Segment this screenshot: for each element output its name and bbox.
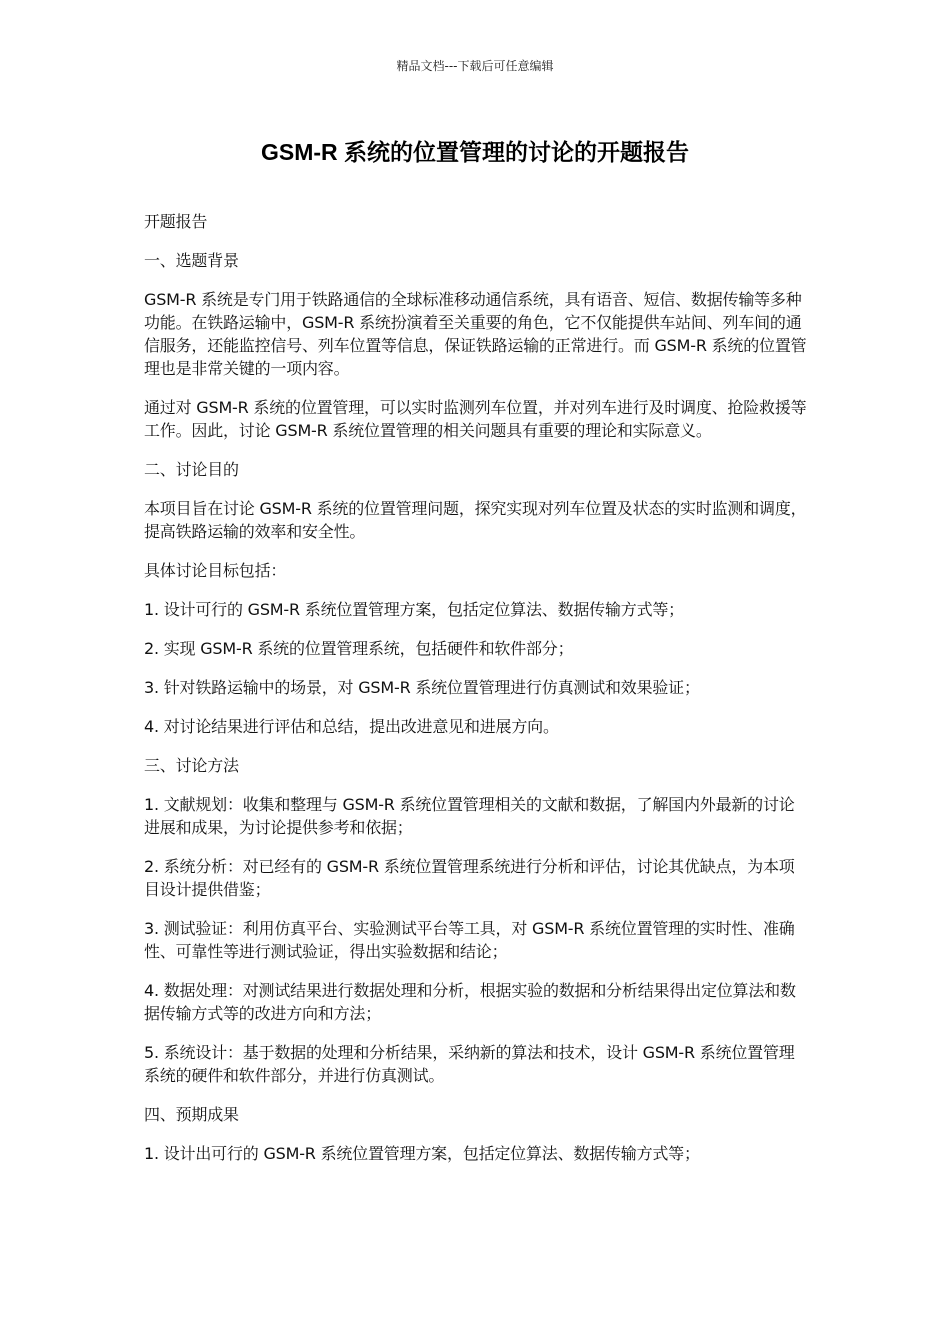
paragraph: 具体讨论目标包括： xyxy=(144,561,287,580)
list-item: 1. 设计出可行的 GSM-R 系统位置管理方案，包括定位算法、数据传输方式等； xyxy=(144,1144,700,1163)
list-item: 2. 系统分析：对已经有的 GSM-R 系统位置管理系统进行分析和评估，讨论其优缺点，为本项目设计提供借鉴； xyxy=(144,857,795,899)
section-heading-background: 一、选题背景 xyxy=(144,251,239,270)
document-title: GSM-R 系统的位置管理的讨论的开题报告 xyxy=(260,139,690,165)
header-note: 精品文档---下载后可任意编辑 xyxy=(396,59,554,73)
list-item: 2. 实现 GSM-R 系统的位置管理系统，包括硬件和软件部分； xyxy=(144,639,574,658)
section-heading-expected-results: 四、预期成果 xyxy=(144,1105,239,1124)
list-item: 5. 系统设计：基于数据的处理和分析结果，采纳新的算法和技术，设计 GSM-R 系统位置管理系统的硬件和软件部分，并进行仿真测试。 xyxy=(144,1043,795,1085)
section-heading-purpose: 二、讨论目的 xyxy=(144,460,239,479)
list-item: 3. 针对铁路运输中的场景，对 GSM-R 系统位置管理进行仿真测试和效果验证； xyxy=(144,678,700,697)
paragraph: 本项目旨在讨论 GSM-R 系统的位置管理问题，探究实现对列车位置及状态的实时监测和调度，提高铁路运输的效率和安全性。 xyxy=(144,499,807,541)
list-item: 1. 文献规划：收集和整理与 GSM-R 系统位置管理相关的文献和数据，了解国内外最新的讨论进展和成果，为讨论提供参考和依据； xyxy=(144,795,795,837)
list-item: 3. 测试验证：利用仿真平台、实验测试平台等工具，对 GSM-R 系统位置管理的实时性、准确性、可靠性等进行测试验证，得出实验数据和结论； xyxy=(144,919,795,961)
paragraph: GSM-R 系统是专门用于铁路通信的全球标准移动通信系统，具有语音、短信、数据传输等多种功能。在铁路运输中，GSM-R 系统扮演着至关重要的角色，它不仅能提供车站间、列车间的通信服务，还能监控信号、列车位置等信息，保证铁路运输的正常进行。而 GSM-R 系统的位置管理也是非常关键的一项内容。 xyxy=(144,290,807,378)
paragraph-report-label: 开题报告 xyxy=(144,212,208,231)
section-heading-methods: 三、讨论方法 xyxy=(144,756,239,775)
document-body xyxy=(144,210,808,1181)
list-item: 1. 设计可行的 GSM-R 系统位置管理方案，包括定位算法、数据传输方式等； xyxy=(144,600,684,619)
paragraph: 通过对 GSM-R 系统的位置管理，可以实时监测列车位置，并对列车进行及时调度、抢险救援等工作。因此，讨论 GSM-R 系统位置管理的相关问题具有重要的理论和实际意义。 xyxy=(144,398,807,440)
list-item: 4. 对讨论结果进行评估和总结，提出改进意见和进展方向。 xyxy=(144,717,559,736)
list-item: 4. 数据处理：对测试结果进行数据处理和分析，根据实验的数据和分析结果得出定位算法和数据传输方式等的改进方向和方法； xyxy=(144,981,796,1023)
